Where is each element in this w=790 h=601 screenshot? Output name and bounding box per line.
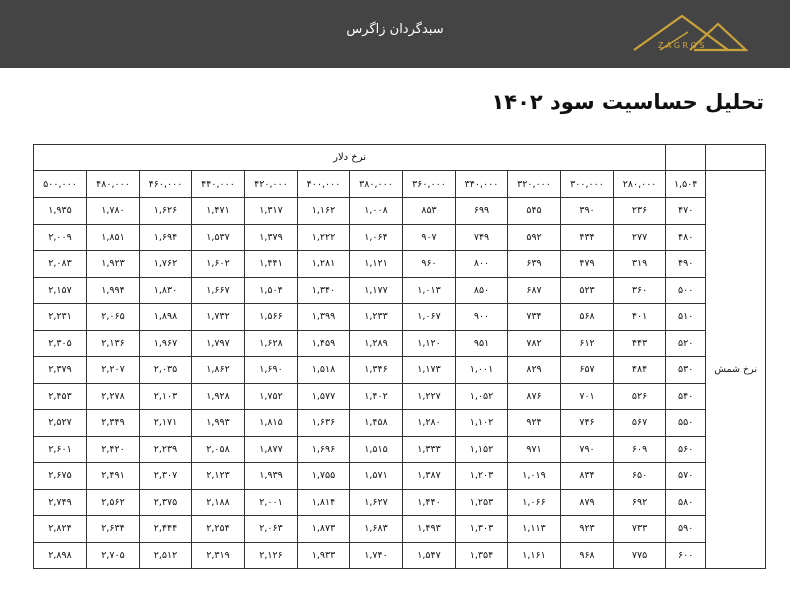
profit-cell: ۱,۱۵۲ xyxy=(456,436,508,463)
profit-cell: ۱,۹۲۳ xyxy=(87,251,140,278)
profit-cell: ۱,۴۷۱ xyxy=(192,198,245,225)
profit-cell: ۱,۰۰۸ xyxy=(350,198,403,225)
profit-cell: ۲,۱۲۶ xyxy=(245,542,298,569)
dollar-rate-cell: ۵۰۰,۰۰۰ xyxy=(34,171,87,198)
profit-cell: ۱,۸۳۰ xyxy=(140,277,192,304)
profit-cell: ۱,۸۷۳ xyxy=(298,516,350,543)
profit-cell: ۱,۵۷۷ xyxy=(298,383,350,410)
profit-cell: ۱,۱۶۱ xyxy=(508,542,561,569)
profit-cell: ۱,۴۴۰ xyxy=(403,489,456,516)
profit-cell: ۲,۸۲۴ xyxy=(34,516,87,543)
profit-cell: ۱,۶۲۷ xyxy=(350,489,403,516)
profit-cell: ۳۶۰ xyxy=(614,277,666,304)
profit-cell: ۲,۱۲۳ xyxy=(192,463,245,490)
dollar-rate-cell: ۳۰۰,۰۰۰ xyxy=(561,171,614,198)
profit-cell: ۱,۲۲۲ xyxy=(298,224,350,251)
empty-cell xyxy=(666,145,706,171)
profit-cell: ۲,۱۳۶ xyxy=(87,330,140,357)
profit-cell: ۲,۵۲۷ xyxy=(34,410,87,437)
dollar-rate-cell: ۴۴۰,۰۰۰ xyxy=(192,171,245,198)
profit-cell: ۱,۸۶۲ xyxy=(192,357,245,384)
profit-cell: ۱,۵۴۷ xyxy=(403,542,456,569)
profit-cell: ۲,۵۶۲ xyxy=(87,489,140,516)
profit-cell: ۲,۰۸۳ xyxy=(34,251,87,278)
profit-cell: ۴۰۱ xyxy=(614,304,666,331)
profit-cell: ۲,۳۴۹ xyxy=(87,410,140,437)
profit-cell: ۲,۷۴۹ xyxy=(34,489,87,516)
coin-rate-cell: ۵۰۰ xyxy=(666,277,706,304)
profit-cell: ۸۳۴ xyxy=(561,463,614,490)
profit-cell: ۲,۴۵۳ xyxy=(34,383,87,410)
table-row xyxy=(34,436,766,463)
profit-cell: ۱,۲۰۳ xyxy=(456,463,508,490)
profit-cell: ۱,۱۷۷ xyxy=(350,277,403,304)
profit-cell: ۶۵۰ xyxy=(614,463,666,490)
profit-cell: ۶۳۹ xyxy=(508,251,561,278)
profit-cell: ۱,۷۵۲ xyxy=(245,383,298,410)
dollar-rate-cell: ۴۶۰,۰۰۰ xyxy=(140,171,192,198)
profit-cell: ۷۳۴ xyxy=(508,304,561,331)
coin-rate-cell: ۴۷۰ xyxy=(666,198,706,225)
profit-cell: ۵۲۳ xyxy=(561,277,614,304)
profit-cell: ۸۷۶ xyxy=(508,383,561,410)
header-row-top xyxy=(34,145,766,171)
table-row xyxy=(34,224,766,251)
profit-cell: ۱,۲۸۹ xyxy=(350,330,403,357)
dollar-rate-cell: ۳۶۰,۰۰۰ xyxy=(403,171,456,198)
profit-cell: ۲,۳۰۷ xyxy=(140,463,192,490)
profit-cell: ۹۲۳ xyxy=(561,516,614,543)
page-title: تحلیل حساسیت سود ۱۴۰۲ xyxy=(491,90,764,114)
profit-cell: ۵۶۸ xyxy=(561,304,614,331)
profit-cell: ۱,۹۳۳ xyxy=(298,542,350,569)
dollar-rate-cell: ۴۲۰,۰۰۰ xyxy=(245,171,298,198)
profit-cell: ۲,۴۴۴ xyxy=(140,516,192,543)
profit-cell: ۱,۵۶۶ xyxy=(245,304,298,331)
dollar-rate-cell: ۳۲۰,۰۰۰ xyxy=(508,171,561,198)
coin-rate-cell: ۴۹۰ xyxy=(666,251,706,278)
profit-cell: ۴۷۹ xyxy=(561,251,614,278)
zagros-mountains-logo-icon xyxy=(632,12,748,56)
profit-cell: ۹۵۱ xyxy=(456,330,508,357)
coin-rate-cell: ۵۶۰ xyxy=(666,436,706,463)
profit-cell: ۱,۶۳۶ xyxy=(298,410,350,437)
profit-cell: ۹۲۴ xyxy=(508,410,561,437)
profit-cell: ۷۷۵ xyxy=(614,542,666,569)
profit-cell: ۱,۰۱۳ xyxy=(403,277,456,304)
profit-cell: ۱,۲۸۰ xyxy=(403,410,456,437)
brand-name: سبدگردان زاگرس xyxy=(346,22,444,37)
profit-cell: ۱,۳۸۷ xyxy=(403,463,456,490)
profit-cell: ۱,۸۱۵ xyxy=(245,410,298,437)
profit-cell: ۳۱۹ xyxy=(614,251,666,278)
profit-cell: ۲,۱۸۸ xyxy=(192,489,245,516)
profit-cell: ۲,۰۳۵ xyxy=(140,357,192,384)
profit-cell: ۲,۰۶۳ xyxy=(245,516,298,543)
profit-cell: ۱,۲۸۱ xyxy=(298,251,350,278)
profit-cell: ۱,۳۰۳ xyxy=(456,516,508,543)
table-row xyxy=(34,330,766,357)
profit-cell: ۱,۸۷۷ xyxy=(245,436,298,463)
profit-cell: ۱,۳۴۰ xyxy=(298,277,350,304)
profit-cell: ۲,۴۲۰ xyxy=(87,436,140,463)
profit-cell: ۴۴۳ xyxy=(614,330,666,357)
profit-cell: ۲,۰۰۹ xyxy=(34,224,87,251)
profit-cell: ۲,۰۶۵ xyxy=(87,304,140,331)
profit-cell: ۱,۰۶۷ xyxy=(403,304,456,331)
profit-cell: ۵۶۷ xyxy=(614,410,666,437)
profit-cell: ۱,۲۲۷ xyxy=(403,383,456,410)
profit-cell: ۹۶۸ xyxy=(561,542,614,569)
profit-cell: ۲,۴۹۱ xyxy=(87,463,140,490)
profit-cell: ۲۳۶ xyxy=(614,198,666,225)
coin-rate-cell: ۵۱۰ xyxy=(666,304,706,331)
profit-cell: ۶۰۹ xyxy=(614,436,666,463)
profit-cell: ۳۹۰ xyxy=(561,198,614,225)
sensitivity-table xyxy=(33,144,766,569)
profit-cell: ۸۵۰ xyxy=(456,277,508,304)
profit-cell: ۱,۷۵۵ xyxy=(298,463,350,490)
profit-cell: ۸۵۳ xyxy=(403,198,456,225)
coin-rate-cell: ۵۷۰ xyxy=(666,463,706,490)
profit-cell: ۷۰۱ xyxy=(561,383,614,410)
table-row xyxy=(34,277,766,304)
profit-cell: ۲,۸۹۸ xyxy=(34,542,87,569)
profit-cell: ۷۴۹ xyxy=(456,224,508,251)
profit-cell: ۱,۲۳۳ xyxy=(350,304,403,331)
corner-value: ۱,۵۰۴ xyxy=(666,171,706,198)
coin-rate-cell: ۶۰۰ xyxy=(666,542,706,569)
profit-cell: ۱,۰۰۱ xyxy=(456,357,508,384)
coin-rate-cell: ۵۲۰ xyxy=(666,330,706,357)
table-row xyxy=(34,383,766,410)
profit-cell: ۱,۹۹۳ xyxy=(192,410,245,437)
coin-rate-cell: ۵۹۰ xyxy=(666,516,706,543)
dollar-rate-cell: ۴۰۰,۰۰۰ xyxy=(298,171,350,198)
table-row xyxy=(34,516,766,543)
dollar-rate-cell: ۳۴۰,۰۰۰ xyxy=(456,171,508,198)
profit-cell: ۹۶۰ xyxy=(403,251,456,278)
profit-cell: ۱,۶۲۸ xyxy=(245,330,298,357)
dollar-rate-label: نرخ دلار xyxy=(34,145,666,171)
profit-cell: ۱,۵۳۷ xyxy=(192,224,245,251)
coin-rate-cell: ۵۵۰ xyxy=(666,410,706,437)
profit-cell: ۴۸۴ xyxy=(614,357,666,384)
profit-cell: ۲,۶۳۴ xyxy=(87,516,140,543)
profit-cell: ۷۳۳ xyxy=(614,516,666,543)
profit-cell: ۱,۵۰۴ xyxy=(245,277,298,304)
profit-cell: ۲,۷۰۵ xyxy=(87,542,140,569)
profit-cell: ۶۹۲ xyxy=(614,489,666,516)
profit-cell: ۱,۰۶۶ xyxy=(508,489,561,516)
profit-cell: ۱,۳۷۹ xyxy=(245,224,298,251)
profit-cell: ۱,۷۸۰ xyxy=(87,198,140,225)
profit-cell: ۱,۹۲۸ xyxy=(192,383,245,410)
profit-cell: ۶۸۷ xyxy=(508,277,561,304)
profit-cell: ۱,۳۱۷ xyxy=(245,198,298,225)
table-row xyxy=(34,410,766,437)
profit-cell: ۱,۱۲۱ xyxy=(350,251,403,278)
profit-cell: ۱,۰۵۲ xyxy=(456,383,508,410)
profit-cell: ۱,۶۲۶ xyxy=(140,198,192,225)
profit-cell: ۱,۶۶۷ xyxy=(192,277,245,304)
profit-cell: ۱,۵۷۱ xyxy=(350,463,403,490)
table-row xyxy=(34,198,766,225)
profit-cell: ۱,۸۱۴ xyxy=(298,489,350,516)
dollar-rate-cell: ۲۸۰,۰۰۰ xyxy=(614,171,666,198)
profit-cell: ۸۲۹ xyxy=(508,357,561,384)
profit-cell: ۹۷۱ xyxy=(508,436,561,463)
profit-cell: ۷۹۰ xyxy=(561,436,614,463)
profit-cell: ۲,۲۰۷ xyxy=(87,357,140,384)
profit-cell: ۱,۳۹۹ xyxy=(298,304,350,331)
profit-cell: ۱,۹۳۹ xyxy=(245,463,298,490)
profit-cell: ۱,۶۸۳ xyxy=(350,516,403,543)
profit-cell: ۱,۶۹۶ xyxy=(298,436,350,463)
profit-cell: ۱,۹۹۴ xyxy=(87,277,140,304)
profit-cell: ۲,۳۷۹ xyxy=(34,357,87,384)
profit-cell: ۱,۷۴۰ xyxy=(350,542,403,569)
coin-rate-cell: ۵۸۰ xyxy=(666,489,706,516)
profit-cell: ۱,۳۴۶ xyxy=(350,357,403,384)
table-row xyxy=(34,251,766,278)
dollar-rate-cell: ۳۸۰,۰۰۰ xyxy=(350,171,403,198)
profit-cell: ۲,۵۱۲ xyxy=(140,542,192,569)
profit-cell: ۲,۳۷۵ xyxy=(140,489,192,516)
profit-cell: ۲,۶۷۵ xyxy=(34,463,87,490)
profit-cell: ۲,۲۵۴ xyxy=(192,516,245,543)
dollar-rate-cell: ۴۸۰,۰۰۰ xyxy=(87,171,140,198)
profit-cell: ۲,۱۷۱ xyxy=(140,410,192,437)
profit-cell: ۹۰۰ xyxy=(456,304,508,331)
empty-cell xyxy=(706,145,766,171)
profit-cell: ۱,۵۱۸ xyxy=(298,357,350,384)
table-row xyxy=(34,489,766,516)
coin-rate-cell: ۴۸۰ xyxy=(666,224,706,251)
profit-cell: ۱,۷۹۷ xyxy=(192,330,245,357)
profit-cell: ۸۰۰ xyxy=(456,251,508,278)
profit-cell: ۵۹۲ xyxy=(508,224,561,251)
profit-cell: ۱,۴۹۳ xyxy=(403,516,456,543)
profit-cell: ۲,۲۳۱ xyxy=(34,304,87,331)
profit-cell: ۱,۱۷۳ xyxy=(403,357,456,384)
profit-cell: ۱,۴۵۹ xyxy=(298,330,350,357)
profit-cell: ۲,۱۰۳ xyxy=(140,383,192,410)
profit-cell: ۱,۱۱۳ xyxy=(508,516,561,543)
profit-cell: ۲,۲۷۸ xyxy=(87,383,140,410)
dollar-rates-row xyxy=(34,171,766,198)
table-row xyxy=(34,304,766,331)
profit-cell: ۲,۱۵۷ xyxy=(34,277,87,304)
coin-rate-label: نرخ شمش xyxy=(706,171,766,569)
profit-cell: ۱,۵۱۵ xyxy=(350,436,403,463)
table-row xyxy=(34,357,766,384)
profit-cell: ۱,۴۵۸ xyxy=(350,410,403,437)
header-bar xyxy=(0,0,790,68)
profit-cell: ۲,۶۰۱ xyxy=(34,436,87,463)
profit-cell: ۱,۴۴۱ xyxy=(245,251,298,278)
profit-cell: ۷۴۶ xyxy=(561,410,614,437)
profit-cell: ۱,۸۵۱ xyxy=(87,224,140,251)
table-row xyxy=(34,542,766,569)
profit-cell: ۴۳۴ xyxy=(561,224,614,251)
profit-cell: ۱,۰۱۹ xyxy=(508,463,561,490)
profit-cell: ۱,۹۳۵ xyxy=(34,198,87,225)
profit-cell: ۱,۳۳۳ xyxy=(403,436,456,463)
profit-cell: ۱,۴۰۲ xyxy=(350,383,403,410)
coin-rate-cell: ۵۳۰ xyxy=(666,357,706,384)
profit-cell: ۱,۷۶۲ xyxy=(140,251,192,278)
profit-cell: ۱,۲۵۳ xyxy=(456,489,508,516)
profit-cell: ۲,۲۳۹ xyxy=(140,436,192,463)
profit-cell: ۱,۸۹۸ xyxy=(140,304,192,331)
profit-cell: ۲,۰۰۱ xyxy=(245,489,298,516)
profit-cell: ۱,۶۹۴ xyxy=(140,224,192,251)
profit-cell: ۲۷۷ xyxy=(614,224,666,251)
profit-cell: ۲,۰۵۸ xyxy=(192,436,245,463)
profit-cell: ۱,۳۵۴ xyxy=(456,542,508,569)
profit-cell: ۶۹۹ xyxy=(456,198,508,225)
coin-rate-cell: ۵۴۰ xyxy=(666,383,706,410)
profit-cell: ۱,۱۰۲ xyxy=(456,410,508,437)
profit-cell: ۹۰۷ xyxy=(403,224,456,251)
profit-cell: ۱,۷۳۲ xyxy=(192,304,245,331)
profit-cell: ۵۲۶ xyxy=(614,383,666,410)
profit-cell: ۱,۶۰۲ xyxy=(192,251,245,278)
profit-cell: ۵۴۵ xyxy=(508,198,561,225)
profit-cell: ۶۱۲ xyxy=(561,330,614,357)
profit-cell: ۶۵۷ xyxy=(561,357,614,384)
profit-cell: ۱,۶۹۰ xyxy=(245,357,298,384)
logo-text: ZAGROS xyxy=(658,41,707,50)
profit-cell: ۲,۳۰۵ xyxy=(34,330,87,357)
profit-cell: ۸۷۹ xyxy=(561,489,614,516)
table-row xyxy=(34,463,766,490)
profit-cell: ۱,۱۶۲ xyxy=(298,198,350,225)
profit-cell: ۱,۰۶۴ xyxy=(350,224,403,251)
profit-cell: ۱,۱۲۰ xyxy=(403,330,456,357)
profit-cell: ۷۸۲ xyxy=(508,330,561,357)
profit-cell: ۲,۳۱۹ xyxy=(192,542,245,569)
profit-cell: ۱,۹۶۷ xyxy=(140,330,192,357)
